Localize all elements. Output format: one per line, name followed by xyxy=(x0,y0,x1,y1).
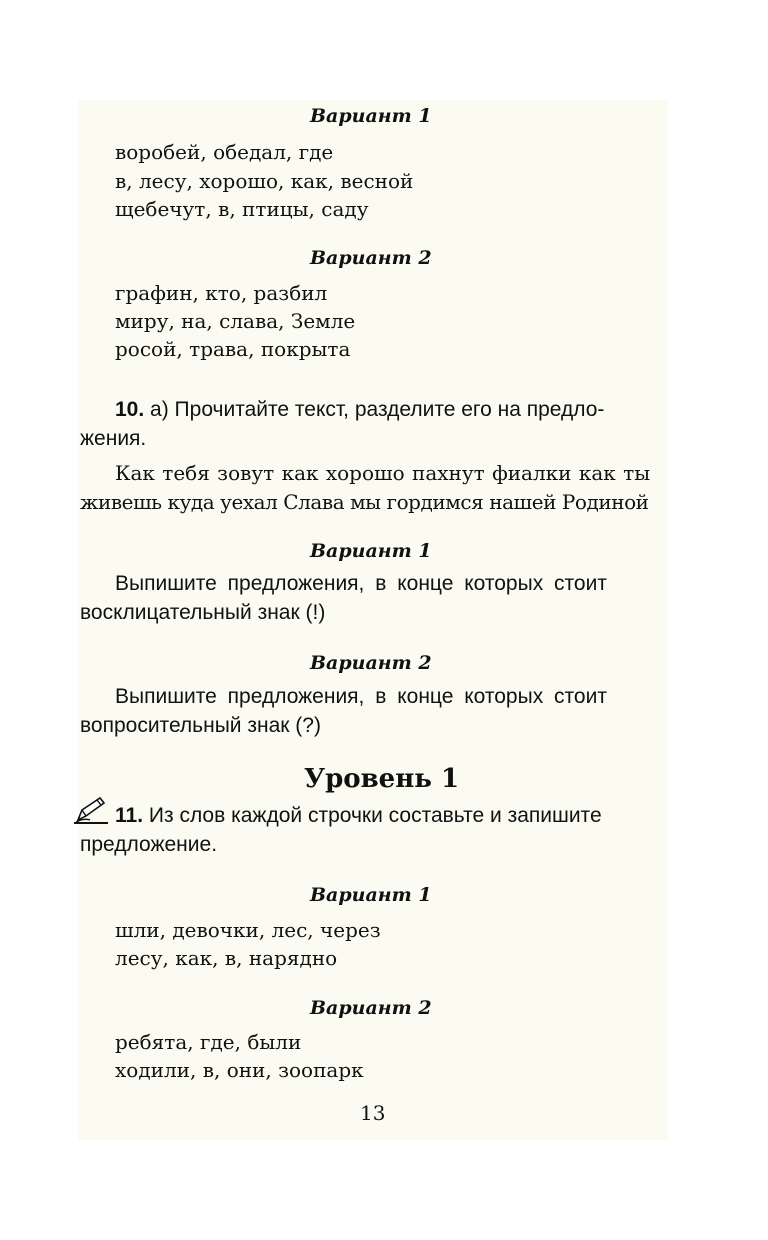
variant-instruction: Выпишите предложения, в конце которых стоит xyxy=(115,572,607,595)
task-number: 10. xyxy=(115,398,145,421)
task-text: Из слов каждой строчки составьте и запишите xyxy=(143,804,602,827)
variant-instruction-cont: восклицательный знак (!) xyxy=(80,601,326,624)
word-line: росой, трава, покрыта xyxy=(115,337,351,361)
task-10-instruction-cont: жения. xyxy=(80,427,147,450)
level-title: Уровень 1 xyxy=(304,764,460,794)
word-line: ребята, где, были xyxy=(115,1030,302,1054)
task-10-instruction xyxy=(115,398,604,422)
passage-line: Как тебя зовут как хорошо пахнут фиалки как ты xyxy=(115,461,651,485)
word-line: ходили, в, они, зоопарк xyxy=(115,1058,364,1082)
variant-heading: Вариант 1 xyxy=(310,105,432,127)
variant-heading: Вариант 2 xyxy=(310,652,432,674)
word-line: шли, девочки, лес, через xyxy=(115,918,381,942)
word-line: воробей, обедал, где xyxy=(115,140,334,164)
word-line: графин, кто, разбил xyxy=(115,281,328,305)
passage-line: живешь куда уехал Слава мы гордимся нашей Родиной xyxy=(80,490,649,514)
word-line: лесу, как, в, нарядно xyxy=(115,946,338,970)
variant-heading: Вариант 2 xyxy=(310,247,432,269)
variant-heading: Вариант 2 xyxy=(310,997,432,1019)
variant-heading: Вариант 1 xyxy=(310,540,432,562)
variant-instruction-cont: вопросительный знак (?) xyxy=(80,714,321,737)
task-11-instruction-cont: предложение. xyxy=(80,833,218,856)
variant-instruction: Выпишите предложения, в конце которых стоит xyxy=(115,685,607,708)
variant-heading: Вариант 1 xyxy=(310,884,432,906)
task-text: а) Прочитайте текст, разделите его на предло- xyxy=(144,398,605,421)
word-line: щебечут, в, птицы, саду xyxy=(115,197,369,221)
word-line: в, лесу, хорошо, как, весной xyxy=(115,169,414,193)
task-number: 11. xyxy=(115,804,144,827)
page-number: 13 xyxy=(360,1101,386,1125)
word-line: миру, на, слава, Земле xyxy=(115,309,356,333)
pencil-writing-icon xyxy=(72,796,110,826)
task-11-instruction xyxy=(115,804,602,828)
